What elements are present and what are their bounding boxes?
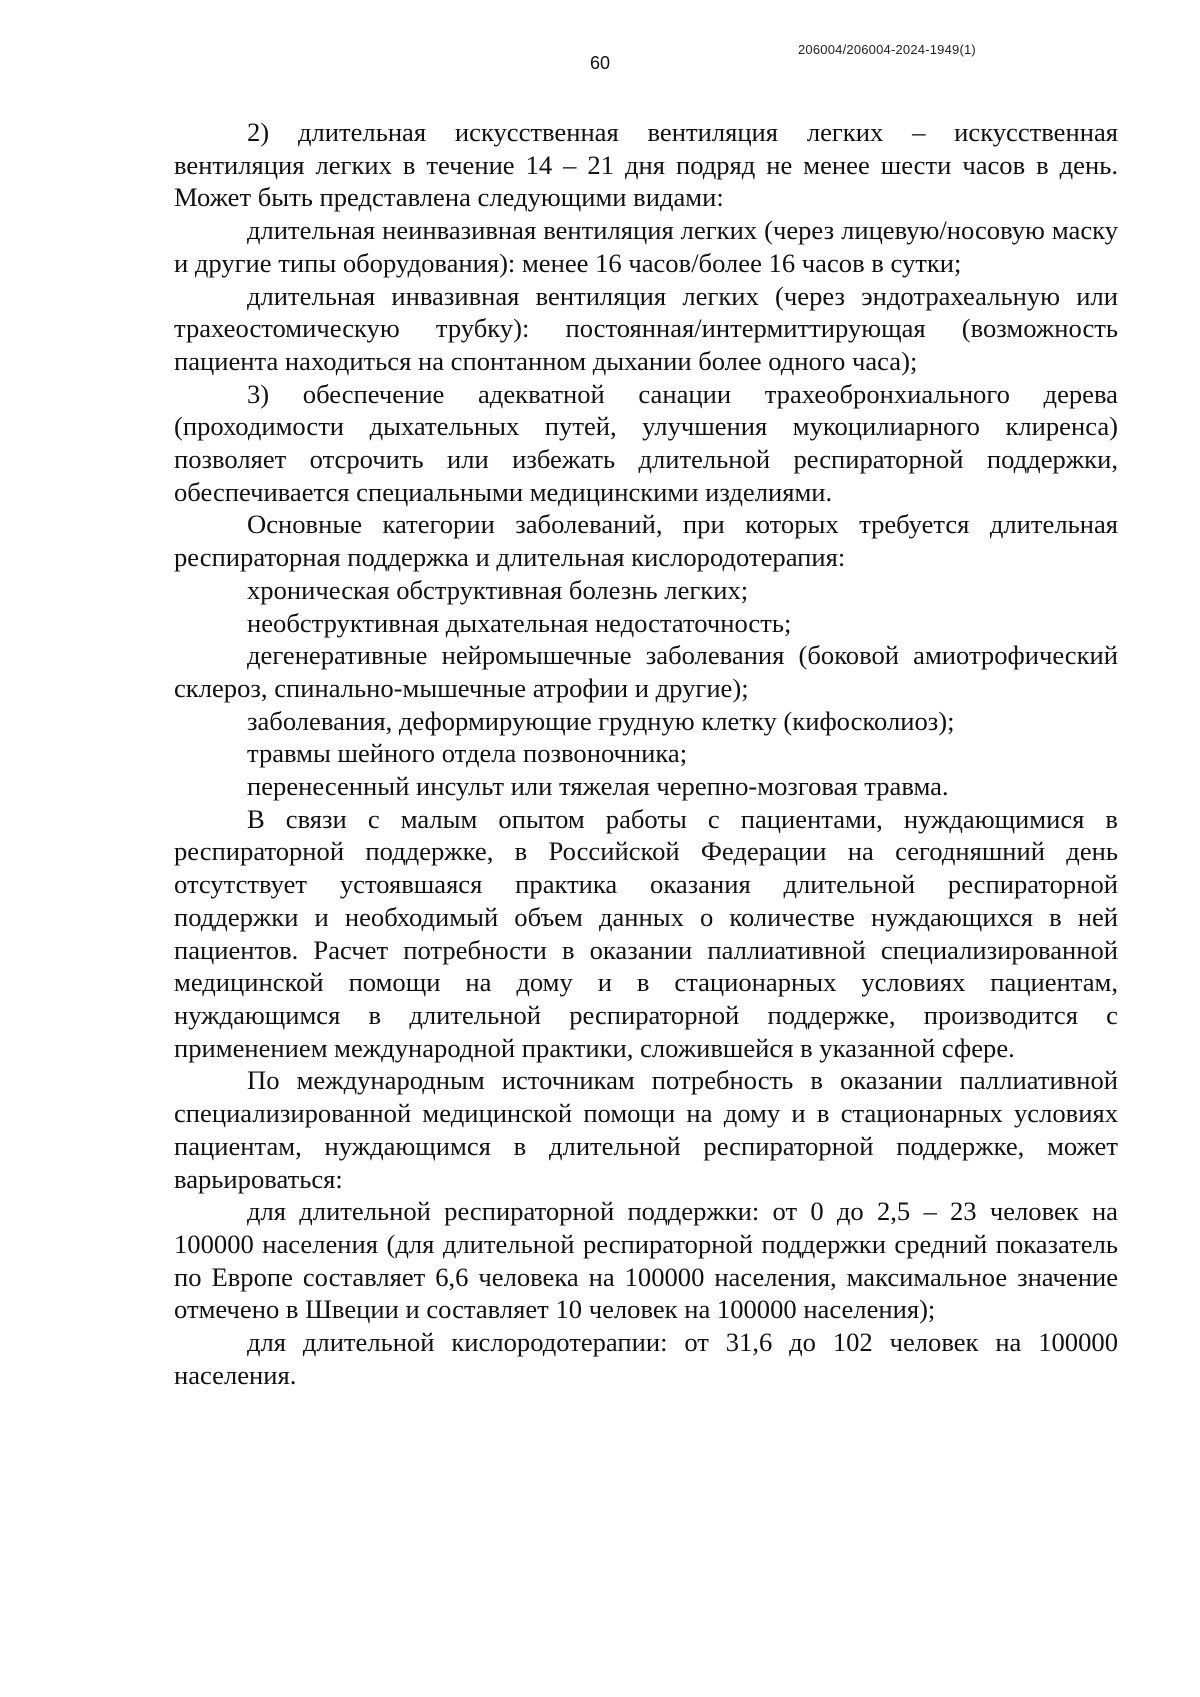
- paragraph-long-ventilation: 2) длительная искусственная вентиляция легких – искусственная вентиляция легких в течение 14 – 21 дня подряд не менее шести часов в день. Может быть представлена следующими видами:: [174, 117, 1118, 213]
- list-item: травмы шейного отдела позвоночника;: [247, 738, 688, 769]
- paragraph-international-sources: По международным источникам потребность в оказании паллиативной специализированной медицинской помощи на дому и в стационарных условиях пациентам, нуждающимся в длительной респираторной поддержке, может варьироваться:: [174, 1065, 1118, 1194]
- paragraph-disease-categories: Основные категории заболеваний, при которых требуется длительная респираторная поддержка и длительная кислородотерапия:: [174, 509, 1118, 573]
- list-item: перенесенный инсульт или тяжелая черепно-мозговая травма.: [247, 771, 949, 802]
- paragraph-oxygen-therapy-need: для длительной кислородотерапии: от 31,6 до 102 человек на 100000 населения.: [174, 1327, 1118, 1390]
- document-body: [174, 116, 1118, 1391]
- paragraph-airway-sanitation: 3) обеспечение адекватной санации трахеобронхиального дерева (проходимости дыхательных путей, улучшения мукоцилиарного клиренса) позволяет отсрочить или избежать длительной респираторной поддержки, обеспечивается специальными медицинскими изделиями.: [174, 378, 1118, 507]
- paragraph-invasive-ventilation: длительная инвазивная вентиляция легких (через эндотрахеальную или трахеостомическую трубку): постоянная/интермиттирующая (возможность пациента находиться на спонтанном дыхании более одного часа);: [174, 280, 1118, 376]
- page-number: 60: [589, 53, 611, 73]
- paragraph-respiratory-support-need: для длительной респираторной поддержки: от 0 до 2,5 – 23 человек на 100000 населения (для длительной респираторной поддержки средний показатель по Европе составляет 6,6 человека на 100000 населения, максимальное значение отмечено в Швеции и составляет 10 человек на 100000 населения);: [174, 1196, 1118, 1325]
- paragraph-noninvasive-ventilation: длительная неинвазивная вентиляция легких (через лицевую/носовую маску и другие типы оборудования): менее 16 часов/более 16 часов в сутки;: [174, 215, 1118, 278]
- document-id: 206004/206004-2024-1949(1): [798, 42, 976, 57]
- list-item: хроническая обструктивная болезнь легких;: [247, 574, 749, 605]
- list-item: заболевания, деформирующие грудную клетку (кифосколиоз);: [247, 705, 955, 736]
- list-item: дегенеративные нейромышечные заболевания (боковой амиотрофический склероз, спинально-мышечные атрофии и другие);: [174, 640, 1118, 703]
- paragraph-russian-practice: В связи с малым опытом работы с пациентами, нуждающимися в респираторной поддержке, в Российской Федерации на сегодняшний день отсутствует устоявшаяся практика оказания длительной респираторной поддержки и необходимый объем данных о количестве нуждающихся в ней пациентов. Расчет потребности в оказании паллиативной специализированной медицинской помощи на дому и в стационарных условиях пациентам, нуждающимся в длительной респираторной поддержке, производится с применением международной практики, сложившейся в указанной сфере.: [174, 803, 1118, 1063]
- list-item: необструктивная дыхательная недостаточность;: [247, 607, 792, 638]
